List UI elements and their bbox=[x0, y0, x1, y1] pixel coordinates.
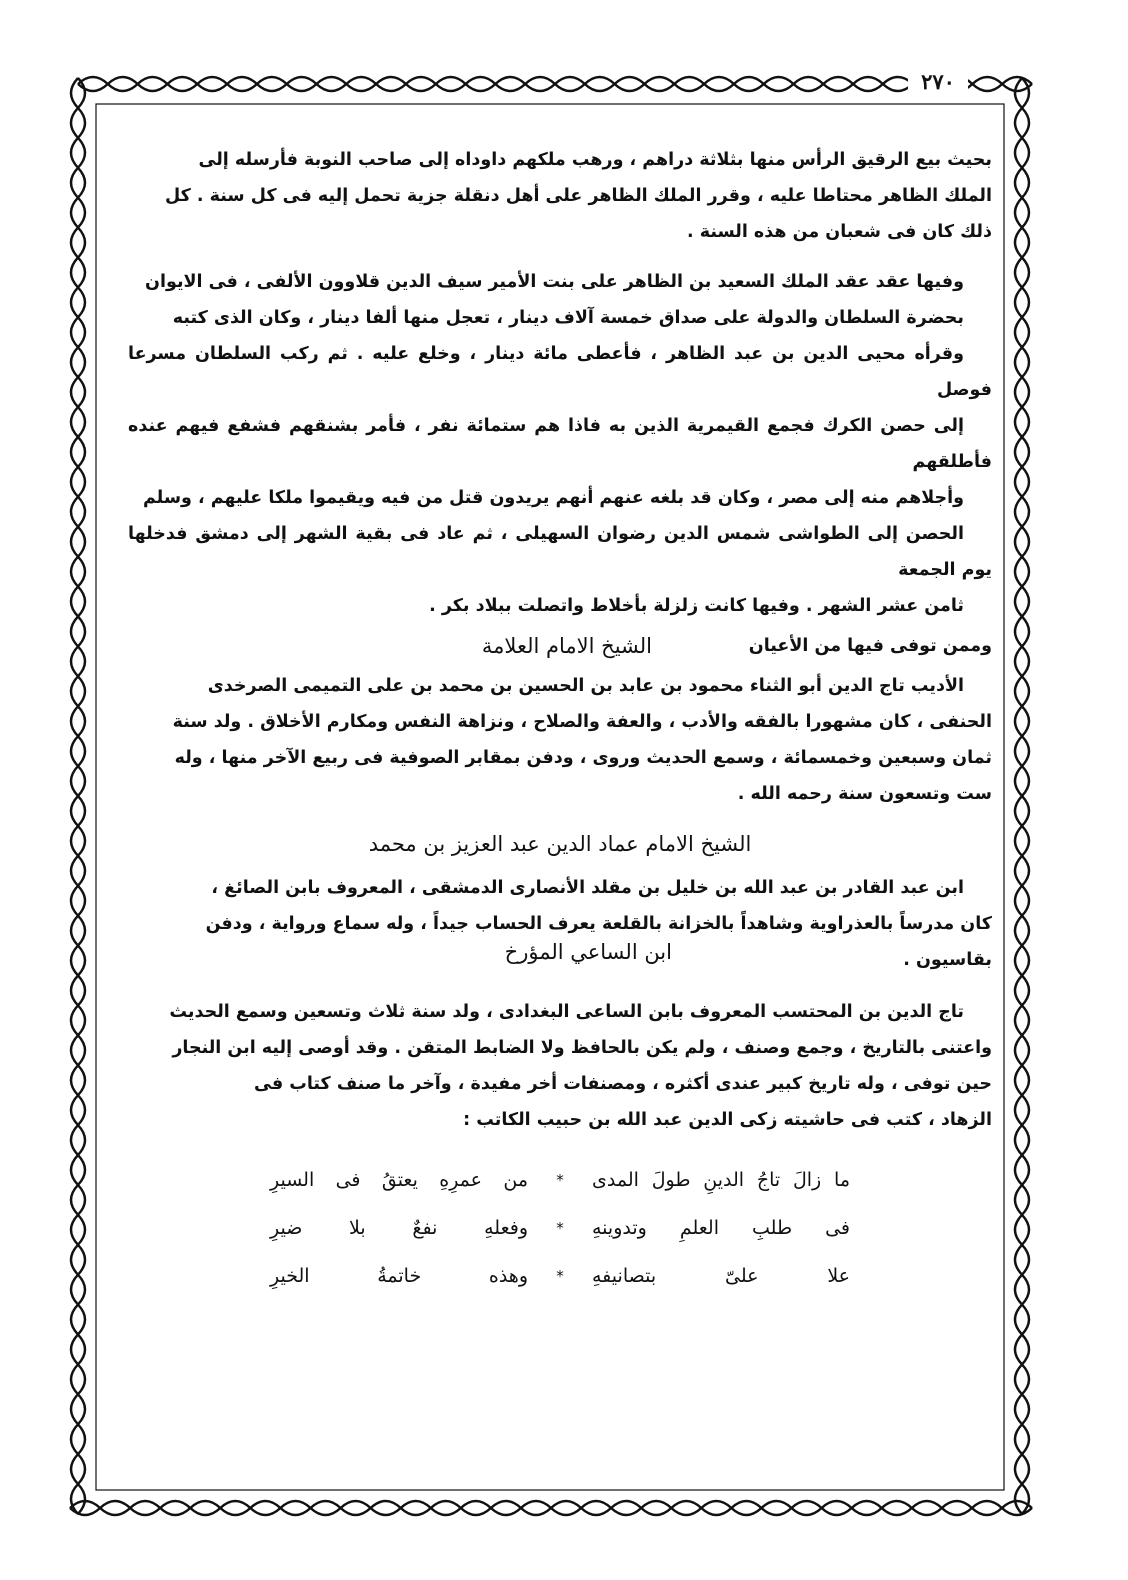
text-line: ابن عبد القادر بن عبد الله بن خليل بن مقلد الأنصارى الدمشقى ، المعروف بابن الصائغ ، bbox=[211, 878, 964, 898]
text-line: حين توفى ، وله تاريخ كبير عندى أكثره ، ومصنفات أخر مفيدة ، وآخر ما صنف كتاب فى bbox=[254, 1074, 992, 1094]
text-line: الحصن إلى الطواشى شمس الدين رضوان السهيلى ، ثم عاد فى بقية الشهر إلى دمشق فدخلها يوم الجمعة bbox=[128, 524, 992, 580]
poem-verse bbox=[270, 1252, 850, 1300]
text-line: الحنفى ، كان مشهورا بالفقه والأدب ، والعفة والصلاح ، ونزاهة النفس ومكارم الأخلاق . ولد سنة bbox=[172, 712, 992, 732]
page-text bbox=[128, 142, 992, 1482]
section-title: ابن الساعي المؤرخ bbox=[504, 940, 672, 964]
verse-second-hemistich: من عمرِهِ يعتقُ فى السيرِ bbox=[270, 1169, 528, 1191]
text-line: الأديب تاج الدين أبو الثناء محمود بن عابد بن الحسين بن محمد بن على التميمى الصرخدى bbox=[207, 676, 964, 696]
biography-3 bbox=[128, 994, 992, 1138]
section-title: الشيخ الامام عماد الدين عبد العزيز بن محمد bbox=[368, 832, 752, 856]
verse-separator: * bbox=[556, 1219, 564, 1237]
biography-2-tail bbox=[128, 942, 992, 980]
text-line: بقاسيون . bbox=[903, 950, 992, 970]
poem-verse bbox=[270, 1204, 850, 1252]
text-line: ذلك كان فى شعبان من هذه السنة . bbox=[686, 222, 992, 242]
section-title: الشيخ الامام العلامة bbox=[481, 634, 652, 658]
text-line: الزهاد ، كتب فى حاشيته زكى الدين عبد الله بن حبيب الكاتب : bbox=[463, 1110, 992, 1130]
verse-separator: * bbox=[556, 1267, 564, 1285]
verse-second-hemistich: وفعلهِ نفعٌ بلا ضيرِ bbox=[270, 1217, 528, 1239]
biography-2 bbox=[128, 870, 992, 942]
paragraph-1 bbox=[128, 142, 992, 250]
obituaries-lead: وممن توفى فيها من الأعيان bbox=[748, 636, 992, 656]
poem bbox=[270, 1156, 850, 1300]
biography-1 bbox=[128, 668, 992, 812]
text-line: وأجلاهم منه إلى مصر ، وكان قد بلغه عنهم أنهم يريدون قتل من فيه ويقيموا ملكا عليهم ، وسلم bbox=[142, 488, 964, 508]
text-line: بحضرة السلطان والدولة على صداق خمسة آلاف دينار ، تعجل منها ألفا دينار ، وكان الذى كتبه bbox=[172, 308, 964, 328]
text-line: وفيها عقد عقد الملك السعيد بن الظاهر على بنت الأمير سيف الدين قلاوون الألفى ، فى الايوان bbox=[145, 272, 964, 292]
verse-first-hemistich: علا علىّ بتصانيفهِ bbox=[592, 1265, 850, 1287]
text-line: وقرأه محيى الدين بن عبد الظاهر ، فأعطى مائة دينار ، وخلع عليه . ثم ركب السلطان مسرعا فوصل bbox=[128, 344, 992, 400]
text-line: الملك الظاهر محتاطا عليه ، وقرر الملك الظاهر على أهل دنقلة جزية تحمل إليه فى كل سنة . كل bbox=[165, 186, 992, 206]
verse-separator: * bbox=[556, 1171, 564, 1189]
text-line: ثمان وسبعين وخمسمائة ، وسمع الحديث وروى ، ودفن بمقابر الصوفية فى ربيع الآخر منها ، وله bbox=[174, 748, 992, 768]
text-line: واعتنى بالتاريخ ، وجمع وصنف ، ولم يكن بالحافظ ولا الضابط المتقن . وقد أوصى إليه ابن النجار bbox=[172, 1038, 992, 1058]
text-line: ست وتسعون سنة رحمه الله . bbox=[737, 784, 992, 804]
text-line: إلى حصن الكرك فجمع القيمرية الذين به فاذا هم ستمائة نفر ، فأمر بشنقهم فشفع فيهم عنده فأطلقهم bbox=[128, 416, 992, 472]
obituaries-heading bbox=[128, 628, 992, 668]
text-line: ثامن عشر الشهر . وفيها كانت زلزلة بأخلاط واتصلت ببلاد بكر . bbox=[429, 596, 964, 616]
poem-verse bbox=[270, 1156, 850, 1204]
verse-first-hemistich: ما زالَ تاجُ الدينِ طولَ المدى bbox=[592, 1169, 850, 1191]
verse-second-hemistich: وهذه خاتمةُ الخيرِ bbox=[270, 1265, 528, 1287]
text-line: كان مدرساً بالعذراوية وشاهداً بالخزانة بالقلعة يعرف الحساب جيداً ، وله سماع ورواية ، ودفن bbox=[205, 914, 992, 934]
paragraph-2 bbox=[128, 264, 992, 624]
verse-first-hemistich: فى طلبِ العلمِ وتدوينهِ bbox=[592, 1217, 850, 1239]
text-line: تاج الدين بن المحتسب المعروف بابن الساعى البغدادى ، ولد سنة ثلاث وتسعين وسمع الحديث bbox=[169, 1002, 964, 1022]
text-line: بحيث بيع الرقيق الرأس منها بثلاثة دراهم ، ورهب ملكهم داوداه إلى صاحب النوبة فأرسله إلى bbox=[198, 150, 992, 170]
page-number: ٢٧٠ bbox=[908, 66, 968, 98]
